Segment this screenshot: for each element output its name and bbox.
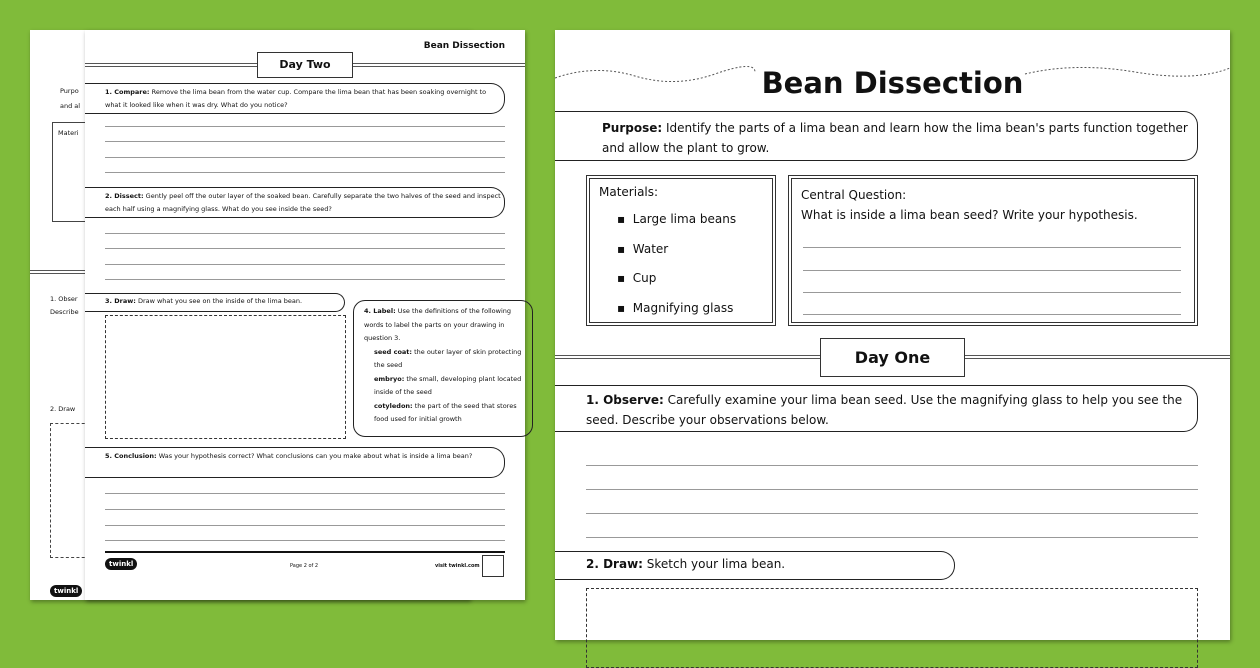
twinkl-logo: twinkl (105, 558, 137, 570)
material-item: ▪ Water (617, 241, 669, 256)
back-fragment: Describe (50, 308, 79, 316)
footer-site[interactable]: visit twinkl.com (435, 563, 480, 569)
purpose-box: Purpose: Identify the parts of a lima bean and learn how the lima bean's parts function together and allow the plant to grow. (555, 111, 1198, 161)
question-draw: 2. Draw: Sketch your lima bean. (555, 551, 955, 580)
material-item: ▪ Cup (617, 271, 657, 285)
question-dissect: 2. Dissect: Gently peel off the outer layer of the soaked bean. Carefully separate the two halves of the seed and inspect each half using a magnifying glass. What do you see inside the seed? (85, 187, 505, 218)
central-question-box: Central Question: What is inside a lima bean seed? Write your hypothesis. (788, 175, 1198, 326)
page-header: Bean Dissection (423, 41, 505, 51)
twinkl-logo: twinkl (50, 585, 82, 597)
worksheet-page-1 (555, 30, 1230, 640)
day-two-heading: Day Two (257, 52, 353, 78)
drawing-area[interactable] (105, 315, 346, 439)
drawing-area[interactable] (586, 588, 1198, 668)
worksheet-page-2 (85, 30, 525, 600)
question-compare: 1. Compare: Remove the lima bean from the water cup. Compare the lima bean that has been soaking overnight to what it looked like when it was dry. What do you notice? (85, 83, 505, 114)
back-fragment: Materi (58, 129, 79, 137)
back-fragment: and al (60, 102, 81, 110)
material-item: ▪ Large lima beans (617, 212, 737, 226)
materials-box: Materials: ▪ Large lima beans ▪ Water ▪ Cup ▪ Magnifying glass (586, 175, 776, 326)
page-title: Bean Dissection (761, 66, 1024, 100)
quality-badge-icon (482, 555, 504, 577)
back-fragment: 1. Obser (50, 295, 78, 303)
question-label: 4. Label: Use the definitions of the following words to label the parts on your drawing in question 3. seed coat: the outer layer of skin protecting the seed embryo: the small, developing plant located inside of the seed cotyledon: the part of the seed that stores food used for initial growth (353, 300, 533, 437)
back-fragment: 2. Draw (50, 405, 76, 413)
back-fragment: Purpo (60, 87, 79, 95)
day-one-heading: Day One (820, 338, 965, 377)
material-item: ▪ Magnifying glass (617, 300, 734, 315)
question-conclusion: 5. Conclusion: Was your hypothesis correct? What conclusions can you make about what is inside a lima bean? (85, 447, 505, 478)
question-draw: 3. Draw: Draw what you see on the inside of the lima bean. (85, 293, 345, 312)
page-number: Page 2 of 2 (290, 563, 319, 569)
question-observe: 1. Observe: Carefully examine your lima bean seed. Use the magnifying glass to help you see the seed. Describe your observations below. (555, 385, 1198, 432)
